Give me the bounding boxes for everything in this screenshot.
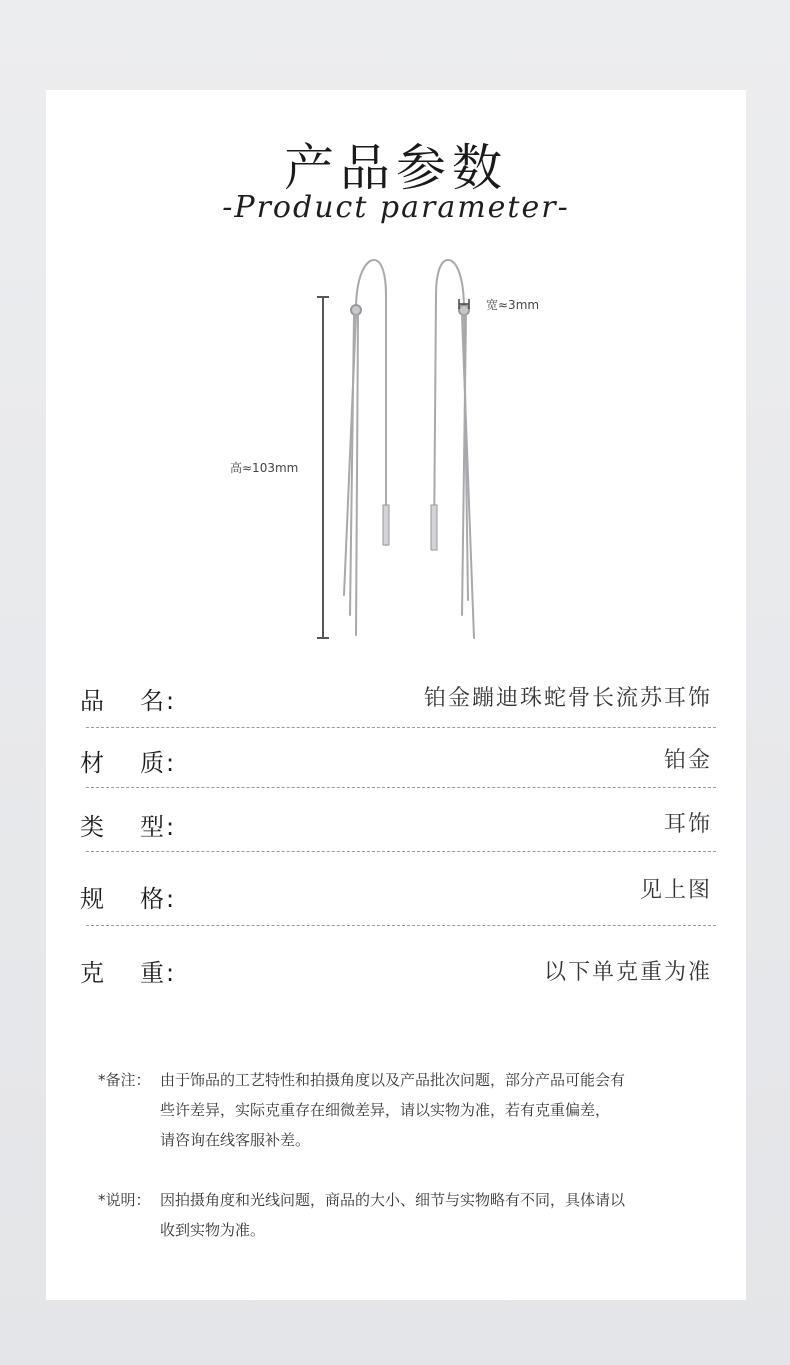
dashed-divider — [86, 851, 716, 852]
note-tag: *备注： — [98, 1071, 151, 1089]
param-row-name — [80, 665, 716, 728]
note-remark — [98, 1065, 625, 1155]
right-earring — [431, 260, 474, 638]
label-char-2: 质: — [140, 749, 177, 777]
note-body — [160, 1185, 625, 1245]
note-line: 请咨询在线客服补差。 — [160, 1131, 311, 1149]
note-line: 些许差异，实际克重存在细微差异，请以实物为准，若有克重偏差， — [160, 1101, 611, 1119]
param-value: 耳饰 — [663, 812, 712, 837]
label-char-2: 型: — [140, 813, 177, 841]
param-label — [80, 807, 176, 842]
param-value: 铂金蹦迪珠蛇骨长流苏耳饰 — [423, 686, 712, 711]
label-char-1: 规 — [80, 885, 106, 913]
height-dimension-marker — [317, 297, 329, 638]
dashed-divider — [86, 925, 716, 926]
page-subtitle: -Product parameter- — [222, 190, 570, 225]
label-char-2: 格: — [140, 885, 177, 913]
param-row-material — [80, 727, 716, 790]
dashed-divider — [86, 787, 716, 788]
note-tag: *说明： — [98, 1191, 151, 1209]
param-label — [80, 681, 176, 716]
param-row-spec — [80, 863, 716, 926]
height-label: 高≈103mm — [230, 461, 299, 475]
product-dimension-figure — [216, 255, 576, 650]
label-char-1: 材 — [80, 749, 106, 777]
param-label — [80, 879, 176, 914]
earring-illustration — [216, 255, 576, 650]
label-char-2: 名: — [140, 687, 177, 715]
label-char-1: 克 — [80, 959, 106, 987]
page-title: 产品参数 — [284, 139, 508, 197]
note-body — [160, 1065, 625, 1155]
param-value: 见上图 — [639, 878, 712, 903]
product-parameter-card — [46, 90, 746, 1300]
param-row-type — [80, 791, 716, 854]
note-line: 因拍摄角度和光线问题，商品的大小、细节与实物略有不同，具体请以 — [160, 1191, 626, 1209]
label-char-1: 品 — [80, 687, 106, 715]
label-char-2: 重: — [140, 959, 177, 987]
param-label — [80, 743, 176, 778]
note-line: 由于饰品的工艺特性和拍摄角度以及产品批次问题，部分产品可能会有 — [160, 1071, 626, 1089]
param-row-weight — [80, 937, 716, 1000]
param-value: 铂金 — [663, 748, 712, 773]
label-char-1: 类 — [80, 813, 106, 841]
note-explanation — [98, 1185, 625, 1245]
param-value: 以下单克重为准 — [543, 960, 712, 985]
left-earring — [344, 260, 389, 635]
param-label — [80, 953, 176, 988]
note-line: 收到实物为准。 — [160, 1221, 266, 1239]
width-label: 宽≈3mm — [486, 298, 540, 312]
